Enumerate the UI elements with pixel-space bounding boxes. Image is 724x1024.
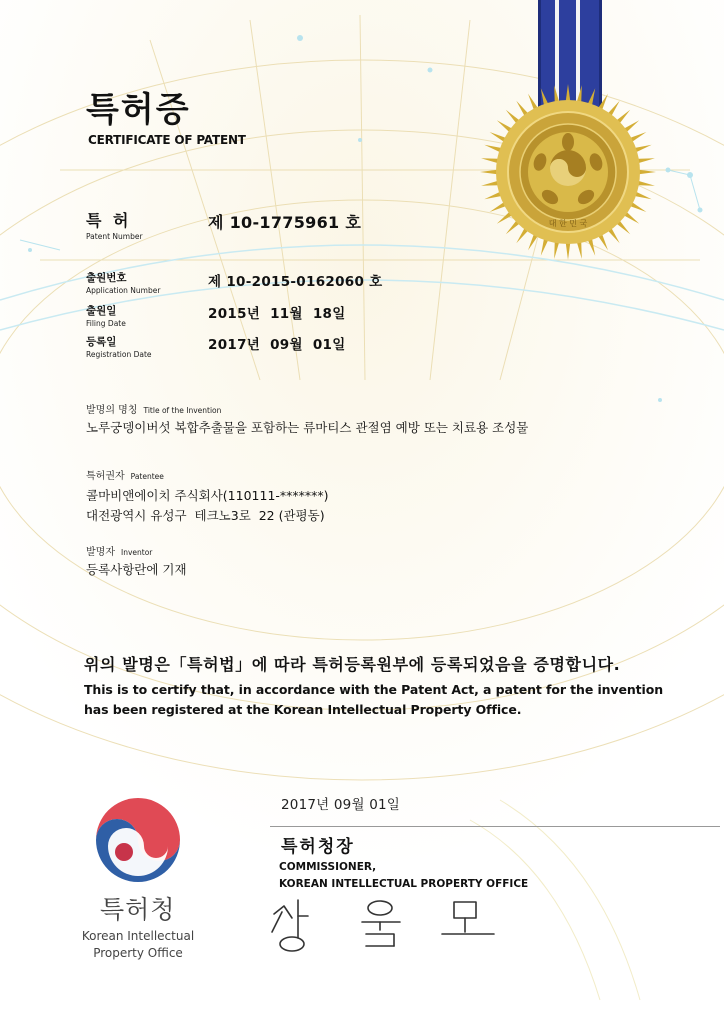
application-label: 출원번호 bbox=[86, 272, 127, 284]
patent-number: 제 10-1775961 호 bbox=[208, 213, 362, 232]
patentee-name: 콜마비앤에이치 주식회사(110111-*******) bbox=[86, 488, 329, 503]
page-title: 특허증 bbox=[86, 90, 191, 130]
office-name-en-line2: Property Office bbox=[93, 946, 183, 960]
filing-date: 2015년 11월 18일 bbox=[208, 306, 346, 322]
registration-date-label: 등록일 bbox=[86, 336, 117, 348]
registration-date: 2017년 09월 01일 bbox=[208, 337, 346, 353]
patent-label: 특 허 bbox=[86, 211, 132, 230]
office-name-ko: 특허청 bbox=[100, 895, 176, 924]
certification-en-line1: This is to certify that, in accordance with the Patent Act, a patent for the invention bbox=[84, 682, 664, 697]
issue-date: 2017년 09월 01일 bbox=[281, 797, 401, 813]
inventor-label bbox=[86, 543, 152, 558]
patentee-label-ko: 특허권자 bbox=[86, 471, 125, 482]
filing-date-label: 출원일 bbox=[86, 305, 117, 317]
application-label-en: Application Number bbox=[86, 286, 161, 295]
patentee-address: 대전광역시 유성구 테크노3로 22 (관평동) bbox=[86, 508, 325, 523]
commissioner-signature bbox=[262, 892, 512, 958]
page-subtitle: CERTIFICATE OF PATENT bbox=[88, 133, 246, 147]
application-number: 제 10-2015-0162060 호 bbox=[208, 274, 383, 290]
certification-en-line2: has been registered at the Korean Intellectual Property Office. bbox=[84, 702, 522, 717]
invention-label bbox=[86, 401, 221, 416]
patentee-label bbox=[86, 467, 164, 482]
invention-label-ko: 발명의 명칭 bbox=[86, 405, 138, 416]
gold-seal bbox=[478, 82, 658, 262]
commissioner-title-en-line2: KOREAN INTELLECTUAL PROPERTY OFFICE bbox=[279, 878, 529, 890]
seal-text: 대 한 민 국 bbox=[548, 219, 588, 228]
certification-ko: 위의 발명은「특허법」에 따라 특허등록원부에 등록되었음을 증명합니다. bbox=[84, 655, 621, 674]
patentee-label-en: Patentee bbox=[130, 472, 164, 481]
invention-title: 노루궁뎅이버섯 복합추출물을 포함하는 류마티스 관절염 예방 또는 치료용 조성물 bbox=[86, 420, 529, 435]
kipo-logo-icon bbox=[92, 794, 184, 886]
inventor-value: 등록사항란에 기재 bbox=[86, 562, 187, 577]
inventor-label-ko: 발명자 bbox=[86, 547, 115, 558]
commissioner-title-en-line1: COMMISSIONER, bbox=[279, 861, 377, 873]
patent-label-en: Patent Number bbox=[86, 232, 143, 241]
office-name-en-line1: Korean Intellectual bbox=[81, 929, 195, 943]
commissioner-title-ko: 특허청장 bbox=[281, 837, 355, 857]
divider bbox=[270, 826, 720, 827]
invention-label-en: Title of the Invention bbox=[143, 406, 222, 415]
registration-date-label-en: Registration Date bbox=[86, 350, 152, 359]
inventor-label-en: Inventor bbox=[120, 548, 153, 557]
filing-date-label-en: Filing Date bbox=[86, 319, 126, 328]
